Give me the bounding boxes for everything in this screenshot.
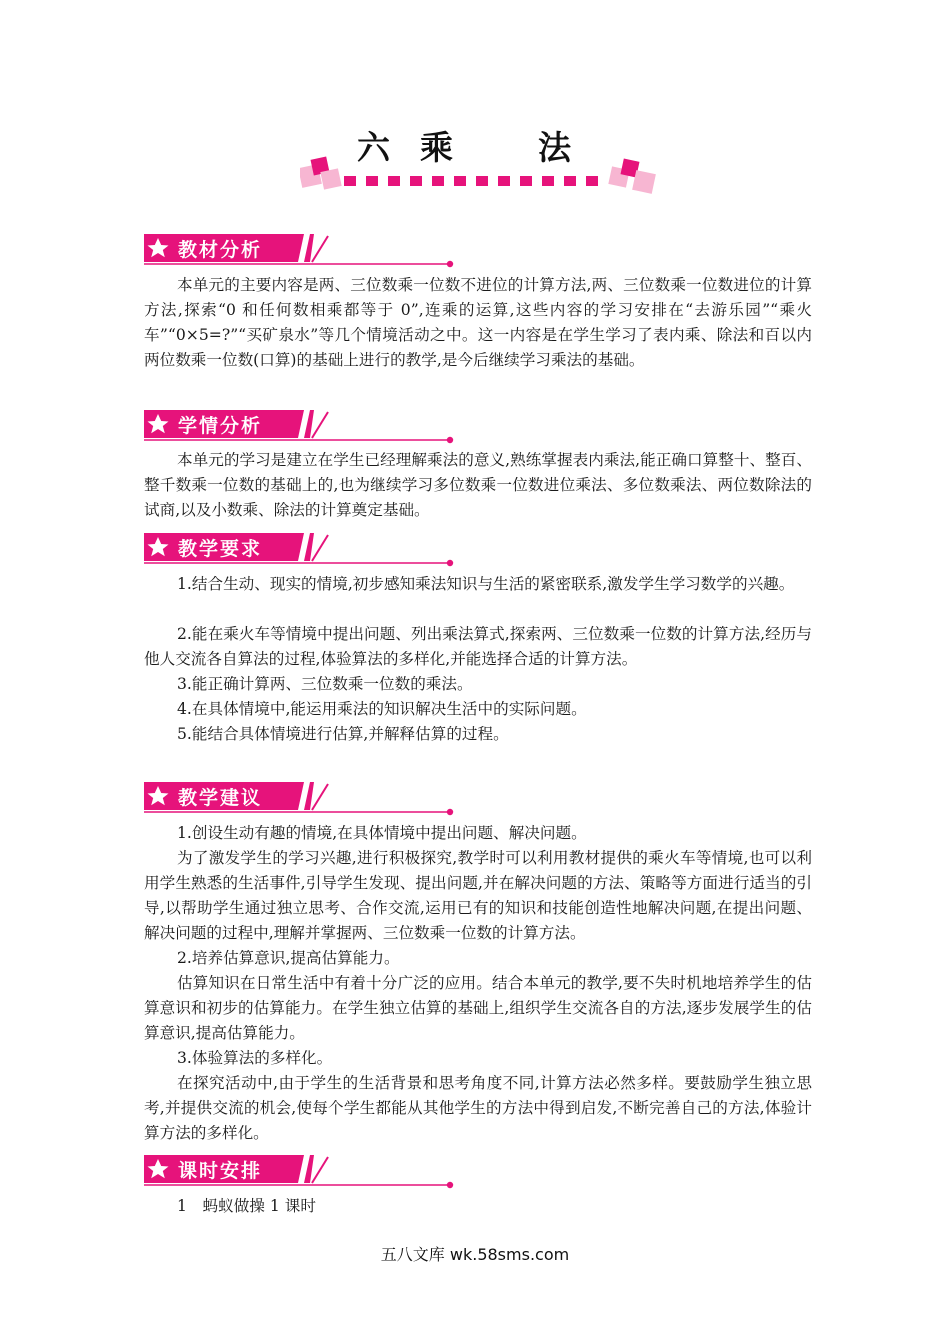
section-heading: 教学建议: [178, 787, 263, 809]
title-char-3: 法: [538, 128, 571, 167]
analysis-paragraph: 本单元的主要内容是两、三位数乘一位数不进位的计算方法,两、三位数乘一位数进位的计算方法,探索“0 和任何数相乘都等于 0”,连乘的运算,这些内容的学习安排在“去游乐园”“乘火车”“0×5=?”“买矿泉水”等几个情境活动之中。这一内容是在学生学习了表内乘、除法和百以内两位数乘一位数(口算)的基础上进行的教学,是今后继续学习乘法的基础。: [144, 276, 812, 369]
requirement-item-3: 3.能正确计算两、三位数乘一位数的乘法。: [177, 675, 473, 693]
section-header-schedule: [144, 1155, 459, 1195]
section-heading: 课时安排: [178, 1160, 263, 1182]
requirement-item-5: 5.能结合具体情境进行估算,并解释估算的过程。: [177, 725, 509, 743]
title-decoration: [300, 156, 660, 196]
title-char-2: 乘: [420, 128, 453, 167]
section-heading: 教材分析: [178, 239, 263, 261]
students-paragraph: 本单元的学习是建立在学生已经理解乘法的意义,熟练掌握表内乘法,能正确口算整十、整百、整千数乘一位数的基础上的,也为继续学习多位数乘一位数进位乘法、多位数乘法、两位数除法的试商,以及小数乘、除法的计算奠定基础。: [144, 451, 812, 519]
section-header-students: [144, 410, 459, 450]
section-header-analysis: [144, 234, 459, 274]
suggestion-3-title: 3.体验算法的多样化。: [177, 1049, 333, 1067]
suggestion-1-body: 为了激发学生的学习兴趣,进行积极探究,教学时可以利用教材提供的乘火车等情境,也可以利用学生熟悉的生活事件,引导学生发现、提出问题,并在解决问题的方法、策略等方面进行适当的引导,以帮助学生通过独立思考、合作交流,运用已有的知识和技能创造性地解决问题,在提出问题、解决问题的过程中,理解并掌握两、三位数乘一位数的计算方法。: [144, 849, 812, 942]
section-heading: 教学要求: [178, 538, 263, 560]
requirement-item-1: 1.结合生动、现实的情境,初步感知乘法知识与生活的紧密联系,激发学生学习数学的兴趣。: [177, 575, 795, 593]
page-footer: 五八文库 wk.58sms.com: [380, 1245, 570, 1264]
suggestion-2-title: 2.培养估算意识,提高估算能力。: [177, 949, 400, 967]
title-char-1: 六: [357, 128, 390, 167]
requirement-item-2: 2.能在乘火车等情境中提出问题、列出乘法算式,探索两、三位数乘一位数的计算方法,经历与他人交流各自算法的过程,体验算法的多样化,并能选择合适的计算方法。: [144, 625, 812, 668]
suggestion-2-body: 估算知识在日常生活中有着十分广泛的应用。结合本单元的教学,要不失时机地培养学生的估算意识和初步的估算能力。在学生独立估算的基础上,组织学生交流各自的方法,逐步发展学生的估算意识,提高估算能力。: [144, 974, 812, 1042]
requirement-item-4: 4.在具体情境中,能运用乘法的知识解决生活中的实际问题。: [177, 700, 587, 718]
section-header-requirements: [144, 533, 459, 573]
suggestion-3-body: 在探究活动中,由于学生的生活背景和思考角度不同,计算方法必然多样。要鼓励学生独立思考,并提供交流的机会,使每个学生都能从其他学生的方法中得到启发,不断完善自己的方法,体验计算方法的多样化。: [144, 1074, 812, 1142]
schedule-row-1: 1 蚂蚁做操 1 课时: [177, 1197, 316, 1215]
section-header-suggestions: [144, 782, 459, 822]
section-heading: 学情分析: [178, 415, 263, 437]
suggestion-1-title: 1.创设生动有趣的情境,在具体情境中提出问题、解决问题。: [177, 824, 587, 842]
